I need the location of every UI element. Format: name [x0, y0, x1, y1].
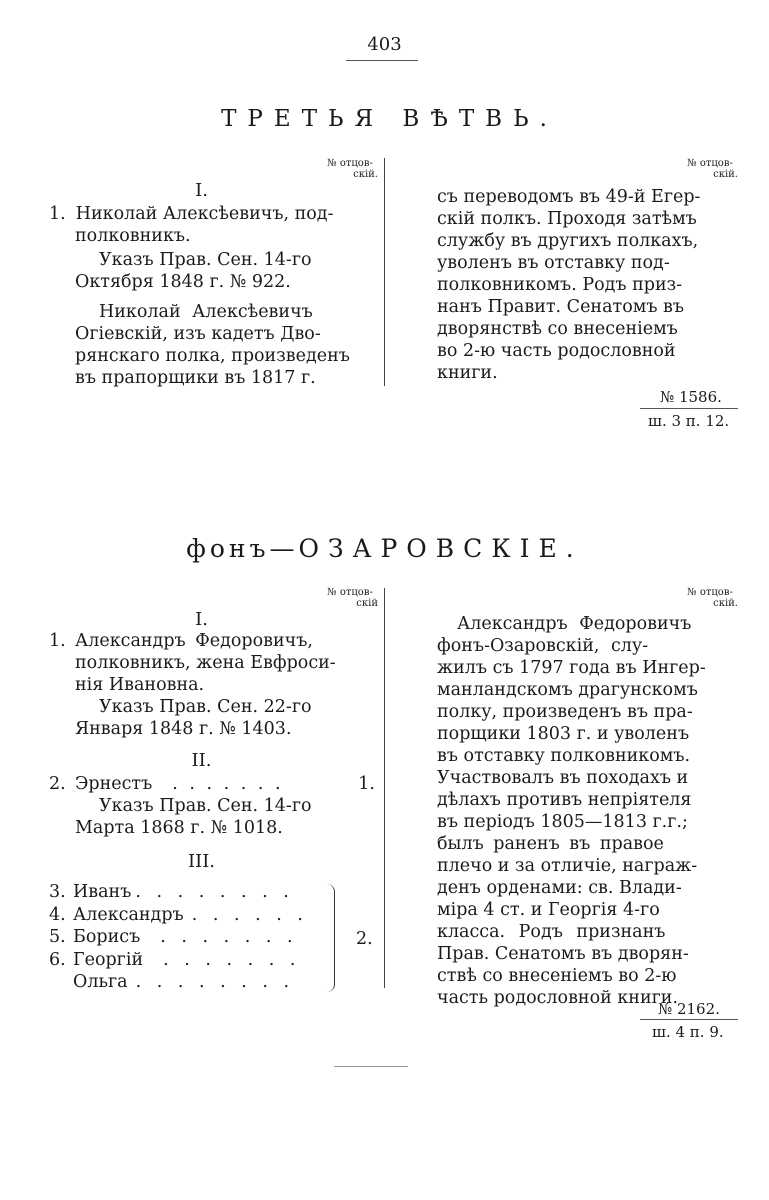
bio-line: нанъ Правит. Сенатомъ въ [437, 297, 685, 317]
child-dots: . . . . . . . [160, 927, 298, 947]
child-name: Ольга [73, 972, 128, 992]
child-row [49, 881, 331, 904]
section2-right-column [437, 613, 721, 1009]
bio-line: денъ орденами: св. Влади- [437, 878, 682, 898]
entry-line-cont: полковникъ, жена Евфроси- [75, 653, 336, 673]
entry-line [49, 630, 331, 652]
bio-line: плечо и за отличіе, награж- [437, 856, 698, 876]
entry-name: Николай Алексѣевичъ, под- [75, 204, 334, 224]
section2-title [0, 534, 769, 563]
section2-title-prefix: фонъ— [186, 534, 299, 563]
child-row [49, 926, 331, 949]
bio-line: ствѣ со внесеніемъ во 2-ю [437, 966, 677, 986]
page-end-rule [334, 1066, 408, 1067]
child-number: 4. [49, 904, 66, 925]
bio-line: въ періодъ 1805—1813 г.г.; [437, 812, 688, 832]
child-row [49, 904, 331, 927]
bio-line: службу въ другихъ полкахъ, [437, 231, 699, 251]
child-row [49, 949, 331, 972]
section2-column-divider [384, 588, 385, 988]
section2-col-header-right: № отцов- скій. [687, 587, 738, 609]
bio-line: часть родословной книги. [437, 988, 679, 1008]
bio-line: полковникомъ. Родъ приз- [437, 275, 683, 295]
child-number [49, 971, 73, 994]
bio-line: Огіевскій, изъ кадетъ Дво- [75, 324, 321, 344]
decree-line: Марта 1868 г. № 1018. [75, 818, 283, 838]
section1-column-divider [384, 158, 385, 386]
bio-line: фонъ-Озаровскій, слу- [437, 636, 649, 656]
decree-line: Указъ Прав. Сен. 22-го [99, 697, 312, 717]
section1-col-header-left: № отцов- скій. [327, 158, 378, 180]
children-list [49, 881, 331, 994]
entry-number: 1. [49, 204, 66, 224]
section2-left-column [49, 609, 375, 872]
entry-line [49, 203, 334, 225]
child-name: Борисъ [73, 927, 141, 947]
entry-line-cont: нія Ивановна. [75, 675, 205, 695]
bio-line: міра 4 ст. и Георгія 4-го [437, 900, 660, 920]
bio-line: дворянствѣ со внесеніемъ [437, 319, 678, 339]
generation-label: III. [187, 851, 216, 872]
child-name: Георгій [73, 949, 144, 970]
bio-line: во 2-ю часть родословной [437, 341, 676, 361]
child-dots: . . . . . . [191, 904, 308, 925]
bio-line: порщики 1803 г. и уволенъ [437, 724, 690, 744]
entry-line-cont: полковникъ. [75, 226, 191, 246]
child-name: Александръ [73, 904, 184, 925]
children-ref: 2. [356, 929, 373, 949]
section1-left-column [49, 180, 350, 389]
decree-line: Указъ Прав. Сен. 14-го [99, 796, 312, 816]
decree-line: Января 1848 г. № 1403. [75, 719, 292, 739]
bio-line: рянскаго полка, произведенъ [75, 346, 350, 366]
decree-line: Октября 1848 г. № 922. [75, 272, 291, 292]
bio-line: класса. Родъ признанъ [437, 922, 666, 942]
bio-line: съ переводомъ въ 49-й Егер- [437, 187, 701, 207]
child-name: Иванъ [73, 882, 132, 902]
bio-line: Участвовалъ въ походахъ и [437, 768, 689, 788]
bio-line: въ прапорщики въ 1817 г. [75, 368, 316, 388]
bio-line: полку, произведенъ въ пра- [437, 702, 693, 722]
children-brace [326, 884, 335, 992]
child-dots: . . . . . . . . [135, 882, 294, 902]
child-row [49, 971, 331, 994]
bio-line: Александръ Федоровичъ [457, 614, 692, 634]
section1-right-column [437, 186, 727, 384]
decree-line: Указъ Прав. Сен. 14-го [99, 250, 312, 270]
bio-line: Прав. Сенатомъ въ дворян- [437, 944, 689, 964]
bio-line: въ отставку полковникомъ. [437, 746, 691, 766]
entry-number: 2. [49, 774, 66, 794]
bio-line: манландскомъ драгунскомъ [437, 680, 698, 700]
entry-dots: . . . . . . . [172, 774, 284, 794]
page-number: 403 [367, 34, 402, 55]
entry-number: 1. [49, 631, 66, 651]
entry-name: Александръ Федоровичъ, [75, 631, 313, 651]
record-number: № 1586. [660, 388, 722, 406]
bio-line: былъ раненъ въ правое [437, 834, 664, 854]
child-dots: . . . . . . . . [135, 972, 295, 992]
child-number: 6. [49, 949, 66, 970]
entry-name: Эрнестъ [75, 774, 153, 794]
bio-line: уволенъ въ отставку под- [437, 253, 670, 273]
child-dots: . . . . . . . [163, 949, 301, 970]
record-rule [640, 1019, 738, 1020]
entry-line [49, 773, 375, 795]
bio-line: жилъ съ 1797 года въ Ингер- [437, 658, 706, 678]
record-ref: ш. 3 п. 12. [648, 412, 730, 430]
page-number-rule [346, 60, 418, 61]
generation-label: I. [195, 609, 208, 630]
entry-ref: 1. [358, 774, 375, 794]
bio-line: книги. [437, 363, 498, 383]
section1-col-header-right: № отцов- скій. [687, 158, 738, 180]
section2-col-header-left: № отцов- скій [327, 587, 378, 609]
record-number: № 2162. [658, 1000, 720, 1018]
record-ref: ш. 4 п. 9. [652, 1023, 724, 1041]
record-rule [640, 408, 738, 409]
generation-label: II. [191, 750, 212, 771]
bio-line: дѣлахъ противъ непріятеля [437, 790, 692, 810]
bio-line: Николай Алексѣевичъ [99, 302, 313, 322]
child-number: 5. [49, 927, 66, 947]
section1-title: ТРЕТЬЯ ВѢТВЬ. [221, 106, 558, 132]
section2-title-main: ОЗАРОВСКІЕ. [298, 534, 583, 563]
bio-line: скій полкъ. Проходя затѣмъ [437, 209, 697, 229]
child-number: 3. [49, 882, 66, 902]
bio-left [49, 301, 357, 389]
generation-label: I. [195, 180, 208, 201]
